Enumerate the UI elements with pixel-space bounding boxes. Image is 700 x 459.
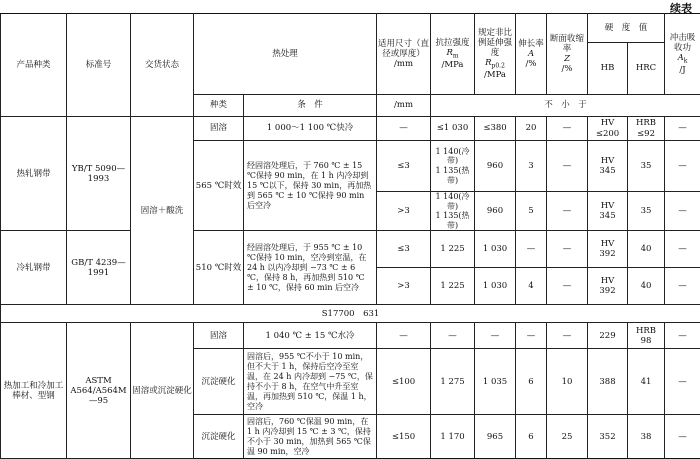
condition-c5: 固溶后，955 ℃不小于 10 min，但不大于 1 h，保持后空冷至室温，在 24 h 内冷却到 −75 ℃，保持不小于 8 h，在空气中升至室温，再加热到 510 ℃，保温 1 h，空冷 (244, 349, 377, 415)
hrc-cell: 35 (628, 141, 665, 192)
header-ht-type: 种类 (194, 95, 244, 117)
table-row (1, 323, 700, 349)
hb-cell: HV 392 (588, 231, 628, 268)
ht-type-age565: 565 ℃时效 (194, 141, 244, 231)
header-yield: 规定非比例延伸强度 $R_{p0.2}$ /MPa (475, 14, 516, 95)
tensile-cell: 1 170 (431, 415, 475, 459)
impact-cell: — (665, 415, 700, 459)
product-hot-strip: 热轧钢带 (1, 117, 67, 231)
ht-type-solution: 固溶 (194, 117, 244, 141)
hrc-cell: 40 (628, 231, 665, 268)
impact-cell: — (665, 231, 700, 268)
section-row (1, 305, 700, 323)
tensile-cell: — (431, 323, 475, 349)
size-cell: ≤3 (377, 141, 431, 192)
yield-cell: 965 (475, 415, 516, 459)
header-hrc: HRC (628, 43, 665, 95)
reduction-cell: — (547, 268, 588, 305)
standard-astm: ASTM A564/A564M—95 (67, 323, 131, 459)
header-not-less: 不 小 于 (431, 95, 700, 117)
tensile-cell: 1 140(冷带) 1 135(热带) (431, 141, 475, 192)
yield-cell: — (475, 323, 516, 349)
elongation-cell: — (516, 231, 547, 268)
header-standard: 标准号 (67, 14, 131, 117)
standard-yb: YB/T 5090—1993 (67, 117, 131, 231)
impact-cell: — (665, 192, 700, 231)
hrc-cell: HRB ≤92 (628, 117, 665, 141)
header-impact: 冲击吸收功 $A_k$ /J (665, 14, 700, 95)
yield-cell: 960 (475, 141, 516, 192)
header-heat-treatment: 热处理 (194, 14, 377, 95)
hb-cell: 388 (588, 349, 628, 415)
tensile-cell: ≤1 030 (431, 117, 475, 141)
condition-c1: 1 000～1 100 ℃快冷 (244, 117, 377, 141)
hrc-cell: 38 (628, 415, 665, 459)
reduction-cell: 10 (547, 349, 588, 415)
elongation-cell: 20 (516, 117, 547, 141)
header-hb: HB (588, 43, 628, 95)
hb-cell: 352 (588, 415, 628, 459)
delivery-strip: 固溶＋酸洗 (131, 117, 194, 305)
elongation-cell: 3 (516, 141, 547, 192)
elongation-cell: 6 (516, 415, 547, 459)
impact-cell: — (665, 268, 700, 305)
size-cell: >3 (377, 192, 431, 231)
impact-cell: — (665, 323, 700, 349)
elongation-cell: — (516, 323, 547, 349)
yield-cell: 1 030 (475, 268, 516, 305)
header-elongation: 伸长率 A /% (516, 14, 547, 95)
size-cell: ≤150 (377, 415, 431, 459)
tensile-cell: 1 275 (431, 349, 475, 415)
impact-cell: — (665, 141, 700, 192)
size-cell: ≤3 (377, 231, 431, 268)
hrc-cell: HRB 98 (628, 323, 665, 349)
header-ht-conditions: 条 件 (244, 95, 377, 117)
hb-cell: HV 345 (588, 141, 628, 192)
header-delivery: 交货状态 (131, 14, 194, 117)
header-reduction: 断面收缩率 Z /% (547, 14, 588, 95)
hb-cell: 229 (588, 323, 628, 349)
impact-cell: — (665, 349, 700, 415)
hb-cell: HV ≤200 (588, 117, 628, 141)
reduction-cell: 25 (547, 415, 588, 459)
yield-cell: 1 030 (475, 231, 516, 268)
spec-table (0, 13, 700, 459)
condition-c4: 1 040 ℃ ± 15 ℃水冷 (244, 323, 377, 349)
size-cell: ≤100 (377, 349, 431, 415)
condition-c2: 经固溶处理后，于 760 ℃ ± 15 ℃保持 90 min，在 1 h 内冷却到 15 ℃以下，保持 30 min，再加热到 565 ℃ ± 10 ℃保持 90 min 后空冷 (244, 141, 377, 231)
header-size-unit: /mm (377, 95, 431, 117)
section-grade: S17700 631 (1, 305, 700, 323)
ht-type-ph2: 沉淀硬化 (194, 415, 244, 459)
elongation-cell: 5 (516, 192, 547, 231)
continued-label: 续表 (670, 0, 692, 16)
reduction-cell: — (547, 141, 588, 192)
yield-cell: ≤380 (475, 117, 516, 141)
hrc-cell: 40 (628, 268, 665, 305)
reduction-cell: — (547, 192, 588, 231)
tensile-cell: 1 140(冷带) 1 135(热带) (431, 192, 475, 231)
header-size: 适用尺寸（直径或厚度） /mm (377, 14, 431, 95)
standard-gb: GB/T 4239—1991 (67, 231, 131, 305)
reduction-cell: — (547, 117, 588, 141)
product-hot-worked: 热加工和冷加工棒材、型钢 (1, 323, 67, 459)
table-row (1, 117, 700, 141)
hb-cell: HV 345 (588, 192, 628, 231)
ht-type-solution-2: 固溶 (194, 323, 244, 349)
condition-c3: 经固溶处理后，于 955 ℃ ± 10 ℃保持 10 min，空冷到室温，在 24 h 以内冷却到 −73 ℃ ± 6 ℃，保持 8 h，再加热到 510 ℃ ± 10 ℃，保持 60 min 后空冷 (244, 231, 377, 305)
product-cold-strip: 冷轧钢带 (1, 231, 67, 305)
tensile-cell: 1 225 (431, 268, 475, 305)
impact-cell: — (665, 117, 700, 141)
elongation-cell: 6 (516, 349, 547, 415)
ht-type-ph1: 沉淀硬化 (194, 349, 244, 415)
condition-c6: 固溶后，760 ℃保温 90 min，在 1 h 内冷却到 15 ℃ ± 3 ℃，保持不小于 30 min，加热到 565 ℃保温 90 min，空冷 (244, 415, 377, 459)
header-product: 产品种类 (1, 14, 67, 117)
ht-type-age510: 510 ℃时效 (194, 231, 244, 305)
header-hardness: 硬 度 值 (588, 14, 665, 43)
yield-cell: 1 035 (475, 349, 516, 415)
delivery-bar: 固溶或沉淀硬化 (131, 323, 194, 459)
size-cell: — (377, 117, 431, 141)
header-tensile: 抗拉强度 $R_m$ /MPa (431, 14, 475, 95)
hb-cell: HV 392 (588, 268, 628, 305)
yield-cell: 960 (475, 192, 516, 231)
table-row (1, 231, 700, 268)
size-cell: >3 (377, 268, 431, 305)
hrc-cell: 35 (628, 192, 665, 231)
reduction-cell: — (547, 323, 588, 349)
reduction-cell: — (547, 231, 588, 268)
header-row-1 (1, 14, 700, 43)
tensile-cell: 1 225 (431, 231, 475, 268)
hrc-cell: 41 (628, 349, 665, 415)
elongation-cell: 4 (516, 268, 547, 305)
size-cell: — (377, 323, 431, 349)
